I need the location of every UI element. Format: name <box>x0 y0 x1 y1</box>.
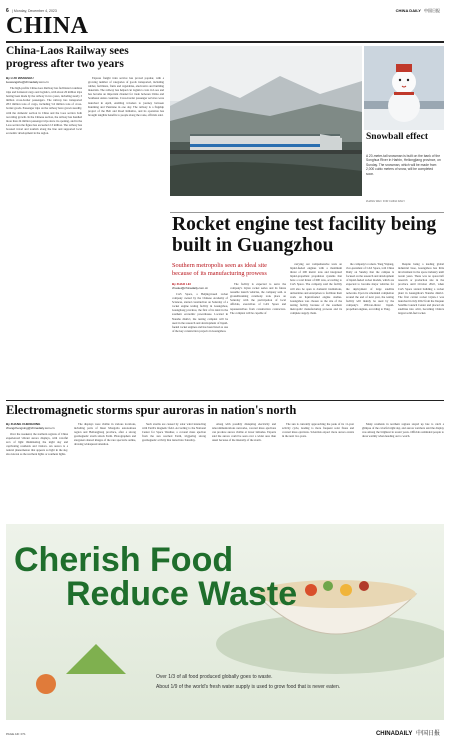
story3-byline <box>6 422 68 430</box>
ad-line1: Over 1/3 of all food produced globally goes to waste. <box>156 674 273 680</box>
railway-photo-graphic <box>170 46 362 196</box>
story2-top-rule <box>170 212 444 213</box>
story3-column-3 <box>142 422 206 518</box>
story3-col4-text: Along with possibly disrupting electricity and telecommunications networks, coronal mass ejections can produce aurora visible at lower latitudes. Experts said the aurora could be seen over a wider area than usual because of the intensity of the storm. <box>212 422 276 443</box>
food-ad <box>6 524 444 720</box>
story2-byline <box>172 282 230 290</box>
story2-column-5 <box>398 262 444 396</box>
story2-headline: Rocket engine test facility being built in Guangzhou <box>172 214 437 256</box>
story3-column-2 <box>74 422 136 518</box>
snowball-heading: Snowball effect <box>366 132 429 142</box>
footer-code: PAGE AD: 071 <box>6 732 26 736</box>
story3-col3-text: Such storms are caused by solar wind interacting with Earth's magnetic field. According to the National Center for Space Weather, a coronal mass ejection from the sun reached Earth, triggering strong geomagnetic activity that lasted into Saturday. <box>142 422 206 443</box>
story1-col1-text: The high-profile China-Laos Railway has facilitated countless trips and bolstered cargo and logistics, with about 26 million trips having been made by the railway in two years, including nearly 3 million cross-border passengers. The railway has transported 28.5 million tons of cargo, including 5.6 million tons of cross-border goods. Passenger trips on the railway have grown steadily, with the domestic section in China and the Laos section both recording growth. In the Chinese section, the railway has handled more than 24 million passenger trips since its opening, and in the Laos section the figure has exceeded 2.3 million. The railway has boosted travel and tourism along the line and supported local economic development in the region. <box>6 86 82 136</box>
story3-column-1 <box>6 432 68 518</box>
snowball-credit: ZHANG WEI / FOR CHINA DAILY <box>366 200 406 203</box>
section-title: CHINA <box>6 13 89 39</box>
masthead-small <box>396 8 440 14</box>
story3-column-5 <box>282 422 354 518</box>
story2-author: By ZHAO LEI <box>172 282 191 286</box>
story2-col4-text: the company's rockets. Yang Yiqiang, vice-president of CAS Space, told China Daily on Sunday that the campus is focused on the research and development of liquid-fueled rocket models, which are expected to become major vehicles for the deployment of large satellite networks. Upon its scheduled completion around the end of next year, the testing facility will mainly be used by the company's 200-ton-thrust liquid-propellant engines, according to Yang. <box>346 262 394 312</box>
story1-email: luowangshu@chinadaily.com.cn <box>6 80 49 84</box>
story3-column-4 <box>212 422 276 518</box>
story2-col2-text: The facility is expected to serve the company's Lijian rocket series and its future reusable launch vehicles, the company said. A groundbreaking ceremony took place on Saturday with the participation of local officials, executives of CAS Space and representatives from construction contractors. The complex will be capable of <box>230 282 286 315</box>
footer-logo-cn: 中国日报 <box>415 731 440 737</box>
issue-date: | Monday, December 4, 2023 <box>12 8 57 13</box>
footer-logo <box>376 728 440 737</box>
ad-title-line2: Reduce Waste <box>66 575 298 613</box>
story1-col2-text: Express freight train service has proved popular, with a growing number of categories of goods transported, including rubber, fertilizers, fruits and vegetables, electronics and building materials. The railway has helped cut logistics costs in Laos and has become an important channel for trade between China and Southeast Asian countries. Cross-border passenger services were launched in April, enabling travelers to journey between Kunming and Vientiane in one day. The railway is a flagship project of the Belt and Road Initiative, and its operation has brought tangible benefits to people along the route, officials said. <box>88 76 164 117</box>
story2-col1-text: CAS Space, a Beijing-based rocket company owned by the Chinese Academy of Sciences, started construction on Saturday of a rocket engine testing facility in Guangzhou, Guangdong province, the first of its kind in the southern economic powerhouse. Located in Nansha district, the testing complex will be used in the research and development of liquid-fueled rocket engines and has been listed as one of the key construction projects in Guangzhou. <box>172 292 228 333</box>
story2-subhead: Southern metropolis seen as ideal site because of its manufacturing prowess <box>172 262 267 277</box>
story3-top-rule <box>6 400 444 401</box>
story3-col5-text: The sun is currently approaching the peak of its 11-year activity cycle, leading to more frequent solar flares and coronal mass ejections. Scientists expect more aurora events in the next two years. <box>282 422 354 439</box>
story1-author: By LUO WANGSHU <box>6 76 34 80</box>
story3-col6-text: Many residents in northern regions stayed up late to catch a glimpse of the colorful night sky, and aurora watchers said the display was among the brightest in recent years. Officials reminded people to dress warmly when heading out to watch. <box>362 422 444 439</box>
story2-email: zhaolei@chinadaily.com.cn <box>172 286 209 290</box>
snowball-caption: A 20-meter-tall snowman is built on the bank of the Songhua River in Harbin, Heilongjiang province, on Sunday. The snowman, which will be made from 2,000 cubic meters of snow, will be completed soon. <box>366 154 441 176</box>
story1-column-1 <box>6 86 82 388</box>
story3-column-6 <box>362 422 444 518</box>
story2-column-2b <box>230 282 286 396</box>
ad-line2: About 1/9 of the world's fresh water supply is used to grow food that is never eaten. <box>156 684 341 690</box>
story2-col5-text: Despite being a leading global industrial base, Guangzhou has little involvement in the space industry until recent years. There was no spacecraft research or production site in the province until October 2022, when CAS Space started building a rocket plant in Guangzhou's Nansha district. The first carrier rocket Lijian-1 was launched in July 2022 from the Jiuquan Satellite Launch Center and placed six satellites into orbit, becoming China's largest solid-fuel rocket. <box>398 262 444 316</box>
story2-column-4 <box>346 262 394 396</box>
story3-email: zhangchengxing@chinadaily.com.cn <box>6 426 55 430</box>
ad-title-line1: Cherish Food <box>14 541 234 579</box>
story1-headline: China-Laos Railway sees progress after two years <box>6 45 129 70</box>
snowman-photo <box>364 46 444 130</box>
masthead-cn: 中国日报 <box>424 7 440 13</box>
story1-byline <box>6 76 82 84</box>
footer-logo-text: CHINADAILY <box>375 731 413 737</box>
story1-column-2 <box>88 76 164 190</box>
page-number: 6 <box>6 8 9 14</box>
story3-headline: Electromagnetic storms spur auroras in nation's north <box>6 403 297 417</box>
story3-author: By ZHANG CHENGXING <box>6 422 41 426</box>
story3-col2-text: The displays were visible in various locations, including parts of Inner Mongolia autonomous region and Heilongjiang province, after a strong geomagnetic storm struck Earth. Photographers and stargazers shared images of the rare spectacle online, drawing widespread attention. <box>74 422 136 447</box>
masthead-text: CHINA DAILY <box>395 7 421 13</box>
story2-column-1 <box>172 292 228 396</box>
section-rule <box>6 41 444 43</box>
story2-column-3 <box>290 262 342 396</box>
story2-col3-text: carrying out comprehensive tests on liquid-fueled engines with a maximum thrust of 200 metric tons and integrated liquid-propellant propulsion systems that have a total thrust of 600 tons, according to CAS Space. The company said the facility will also be open to domestic institutions, universities and enterprises to facilitate their work on liquid-fueled engine studies. Guangzhou was chosen as the site of the testing facility because of the southern metropolis' manufacturing prowess and its complete supply chain. <box>290 262 342 316</box>
story3-col1-text: Over the weekend, the northern regions of China experienced vibrant aurora displays, with colorful arcs of light illuminating the night sky and captivating residents and visitors. An aurora is a natural phenomenon that appears as light in the sky, also known as the northern lights or southern lights. <box>6 432 68 457</box>
